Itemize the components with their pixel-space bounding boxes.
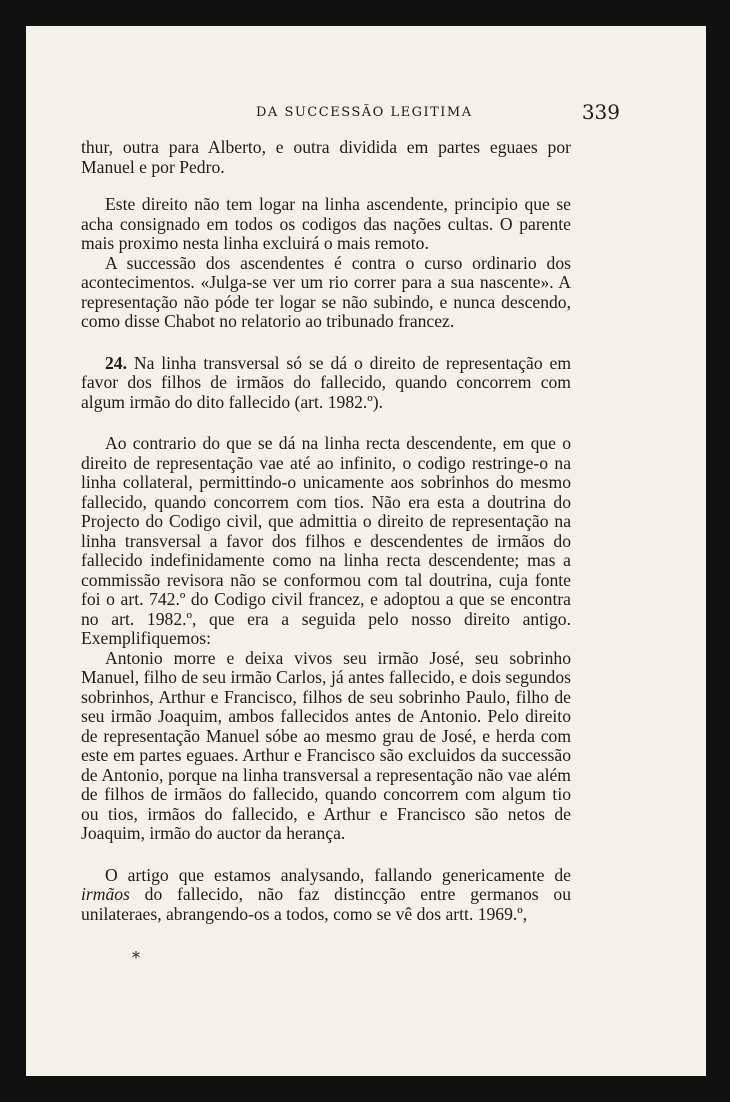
- book-page: [26, 26, 706, 1076]
- page-header: [86, 100, 620, 127]
- paragraph-collateral-line: Ao contrario do que se dá na linha recta descendente, em que o direito de representação vae até ao infinito, o codigo restringe-o na linha collateral, permittindo-o unicamente aos sobrinhos do mesmo fallecido, quando concorrem com tios. Não era esta a doutrina do Projecto do Codigo civil, que admittia o direito de representação na linha transversal a favor dos filhos e descendentes de irmãos do fallecido indefinidamente como na linha recta descendente; mas a commissão revisora não se conformou com tal doutrina, cuja fonte foi o art. 742.º do Codigo civil francez, e adoptou a que se encontra no art. 1982.º, que era a seguida pelo nosso direito antigo. Exemplifiquemos:: [81, 433, 571, 648]
- siblings-text-start: O artigo que estamos analysando, fallando genericamente de: [105, 864, 571, 885]
- section-24-paragraph: [81, 354, 571, 413]
- siblings-emphasis: irmãos: [81, 884, 130, 904]
- paragraph-example: Antonio morre e deixa vivos seu irmão José, seu sobrinho Manuel, filho de seu irmão Carlos, já antes fallecido, e dois segundos sobrinhos, Arthur e Francisco, filhos de seu sobrinho Paulo, filho de seu irmão Joaquim, ambos fallecidos antes de Antonio. Pelo direito de representação Manuel sóbe ao mesmo grau de José, e herda com este em partes eguaes. Arthur e Francisco são excluidos da successão de Antonio, porque na linha transversal a representação não vae além de filhos de irmãos do fallecido, quando concorrem com algum tio ou tios, irmãos do fallecido, e Arthur e Francisco são netos de Joaquim, irmão do auctor da herança.: [81, 647, 571, 843]
- section-number: 24.: [105, 352, 127, 373]
- paragraph-continuation: thur, outra para Alberto, e outra dividida em partes eguaes por Manuel e por Pedro.: [81, 137, 571, 177]
- page-number: 339: [581, 100, 620, 124]
- paragraph-ascending-line: Este direito não tem logar na linha ascendente, principio que se acha consignado em todos os codigos das nações cultas. O parente mais proximo nesta linha excluirá o mais remoto.: [81, 194, 571, 253]
- body-text: [81, 138, 571, 924]
- section-24-text: Na linha transversal só se dá o direito de representação em favor dos filhos de irmãos do fallecido, quando concorrem com algum irmão do dito fallecido (art. 1982.º).: [81, 352, 572, 412]
- paragraph-ascendants-succession: A successão dos ascendentes é contra o curso ordinario dos acontecimentos. «Julga-se ver um rio correr para a sua nascente». A representação não póde ter logar se não subindo, e nunca descendo, como disse Chabot no relatorio ao tribunado francez.: [81, 252, 571, 331]
- running-head: DA SUCCESSÃO LEGITIMA: [256, 105, 473, 120]
- siblings-text-end: do fallecido, não faz distincção entre germanos ou unilateraes, abrangendo-os a todos, como se vê dos artt. 1969.º,: [81, 884, 571, 924]
- paragraph-siblings: [81, 866, 571, 925]
- footnote-asterisk: *: [132, 948, 140, 967]
